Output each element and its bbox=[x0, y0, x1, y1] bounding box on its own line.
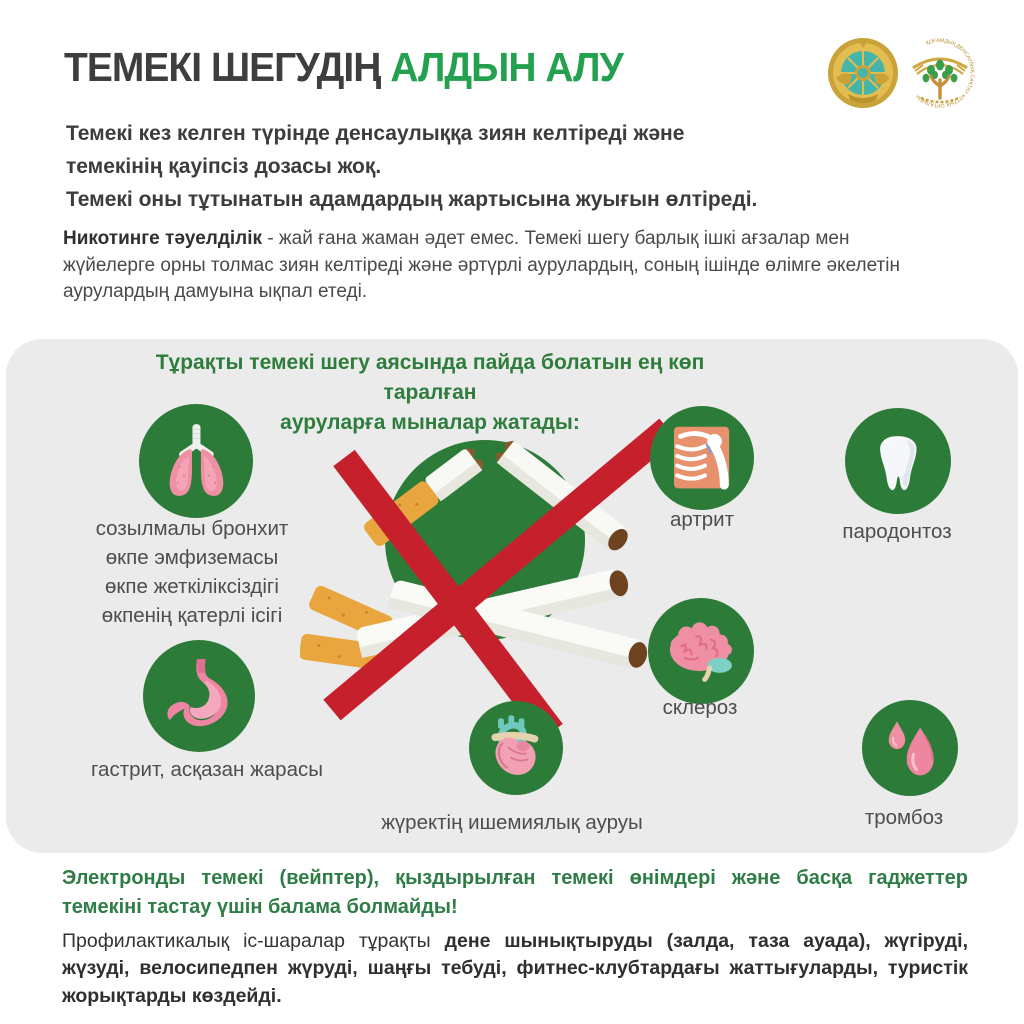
public-health-center-logo bbox=[901, 34, 979, 112]
nicotine-lead-text: Никотинге тәуелділік bbox=[63, 228, 263, 249]
brain-icon bbox=[660, 610, 743, 693]
brain-label: склероз bbox=[662, 696, 738, 719]
no-smoking-illustration bbox=[300, 372, 680, 752]
title-dark-part: ТЕМЕКІ ШЕГУДІҢ bbox=[64, 44, 381, 90]
heart-icon bbox=[479, 711, 552, 784]
heart-label: жүректің ишемиялық ауруы bbox=[381, 811, 643, 834]
lungs-label: созылмалы бронхит өкпе эмфиземасы өкпе жеткіліксіздігі өкпенің қатерлі ісігі bbox=[95, 517, 289, 628]
drops-circle bbox=[862, 700, 958, 796]
kazakhstan-emblem-logo bbox=[826, 36, 900, 110]
stomach-label: гастрит, асқазан жарасы bbox=[91, 758, 323, 781]
tooth-label: пародонтоз bbox=[842, 520, 952, 543]
brain-circle bbox=[648, 598, 754, 704]
org-circle-text: ҚОҒАМДЫҚ ДЕНСАУЛЫҚ САҚТАУ ҰЛТТЫҚ ОРТАЛЫҒЫ bbox=[915, 37, 976, 109]
vape-warning-text: Электронды темекі (вейптер), қыздырылған темекі өнімдері және басқа гаджеттер темекіні тастау үшін балама болмайды! bbox=[62, 867, 968, 918]
tooth-circle bbox=[845, 408, 951, 514]
title-green-part: АЛДЫН АЛУ bbox=[390, 44, 623, 90]
prevention-paragraph: Профилактикалық іс-шаралар тұрақты дене шынықтыруды (залда, таза ауада), жүгіруді, жүзуді, велосипедпен жүруді, шаңғы тебуді, фитнес-клубтардағы жаттығуларды, туристік жорықтарды көздейді. bbox=[62, 930, 968, 1007]
broken-cigarettes-icon bbox=[300, 372, 680, 752]
panel-heading: Тұрақты темекі шегу аясында пайда болатын ең көп таралған ауруларға мыналар жатады: bbox=[155, 351, 705, 434]
arthritis-circle bbox=[650, 406, 754, 510]
public-health-center-icon bbox=[901, 34, 979, 112]
intro-paragraph-2: Темекі оны тұтынатын адамдардың жартысына жуығын өлтіреді. bbox=[66, 188, 758, 211]
tooth-icon bbox=[857, 420, 940, 503]
kazakhstan-emblem-icon bbox=[826, 36, 900, 110]
page-title bbox=[64, 44, 623, 91]
intro-paragraph-3: Никотинге тәуелділік - жай ғана жаман әдет емес. Темекі шегу барлық ішкі ағзалар мен жүйелерге орны толмас зиян келтіреді және әртүрлі аурулардың, соның ішінде өлімге әкелетін аурулардың дамуына ықпал етеді. bbox=[63, 228, 900, 303]
blood-drops-icon bbox=[873, 711, 948, 786]
intro-paragraph-1: Темекі кез келген түрінде денсаулыққа зиян келтіреді және темекінің қауіпсіз дозасы жоқ. bbox=[66, 122, 685, 178]
heart-circle bbox=[469, 701, 563, 795]
stomach-icon bbox=[155, 652, 242, 739]
lungs-icon bbox=[152, 417, 241, 506]
shoulder-joint-icon bbox=[661, 417, 742, 498]
drops-label: тромбоз bbox=[864, 806, 944, 829]
arthritis-label: артрит bbox=[670, 508, 734, 531]
stomach-circle bbox=[143, 640, 255, 752]
lungs-circle bbox=[139, 404, 253, 518]
